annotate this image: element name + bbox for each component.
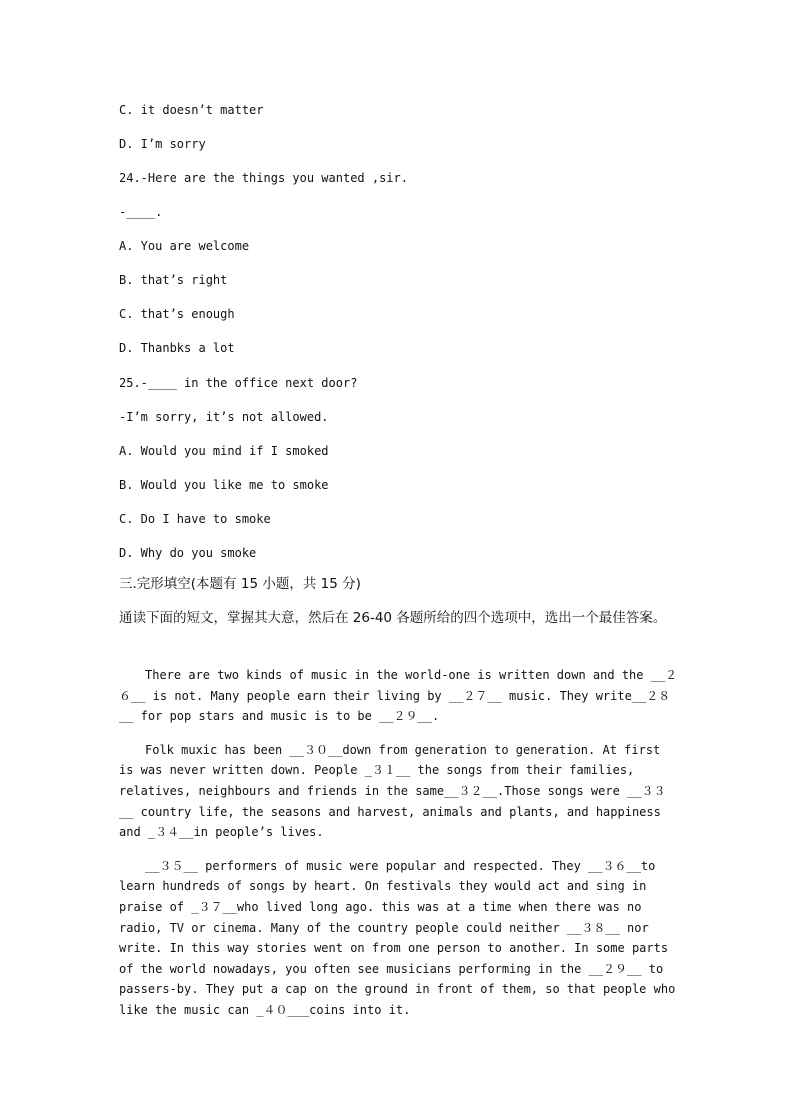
passage-paragraph-3-text: __３５__ performers of music were popular and respected. They __３６__to learn hundreds of songs by heart. On festivals they would act and sing in praise of _３７__who lived long ago. this was at a time when there was no radio, TV or cinema. Many of the country people could neither __３８__ nor write. In this way stories went on from one person to another. In some parts of the world nowadays, you often see musicians performing in the __２９__ to passers-by. They put a cap on the ground in front of them, so that people who like the music can _４０___coins into it. — [119, 858, 683, 1017]
passage-paragraph-1 — [119, 665, 679, 727]
cloze-passage — [119, 665, 683, 1034]
q23-option-c: C. it doesn’t matter — [119, 103, 264, 117]
q24-stem: 24.-Here are the things you wanted ,sir. — [119, 171, 408, 185]
q24-option-b: B. that’s right — [119, 273, 228, 287]
section-instruction: 通读下面的短文，掌握其大意，然后在 26-40 各题所给的四个选项中，选出一个最佳答案。 — [119, 610, 667, 626]
q25-option-c: C. Do I have to smoke — [119, 512, 271, 526]
passage-paragraph-3 — [119, 856, 683, 1021]
q25-reply: -I’m sorry, it’s not allowed. — [119, 410, 329, 424]
passage-paragraph-2 — [119, 740, 679, 843]
section-heading: 三.完形填空(本题有 15 小题，共 15 分) — [119, 576, 361, 592]
q24-answer-blank: -____. — [119, 205, 163, 219]
passage-paragraph-2-text: Folk muxic has been __３０__down from generation to generation. At first is was never written down. People _３１__ the songs from their families, relatives, neighbours and friends in the same__３２__.Those songs were __３３__ country life, the seasons and harvest, animals and plants, and happiness and _３４__in people’s lives. — [119, 742, 669, 840]
q25-option-a: A. Would you mind if I smoked — [119, 444, 329, 458]
q25-option-d: D. Why do you smoke — [119, 546, 257, 560]
q24-option-a: A. You are welcome — [119, 239, 250, 253]
q25-option-b: B. Would you like me to smoke — [119, 478, 329, 492]
q24-option-d: D. Thanbks a lot — [119, 341, 235, 355]
q24-option-c: C. that’s enough — [119, 307, 235, 321]
q25-stem: 25.-____ in the office next door? — [119, 376, 358, 390]
q23-option-d: D. I’m sorry — [119, 137, 206, 151]
passage-paragraph-1-text: There are two kinds of music in the world-one is written down and the __２６__ is not. Many people earn their living by __２７__ music. They write__２８__ for pop stars and music is to be __２９__. — [119, 668, 678, 724]
